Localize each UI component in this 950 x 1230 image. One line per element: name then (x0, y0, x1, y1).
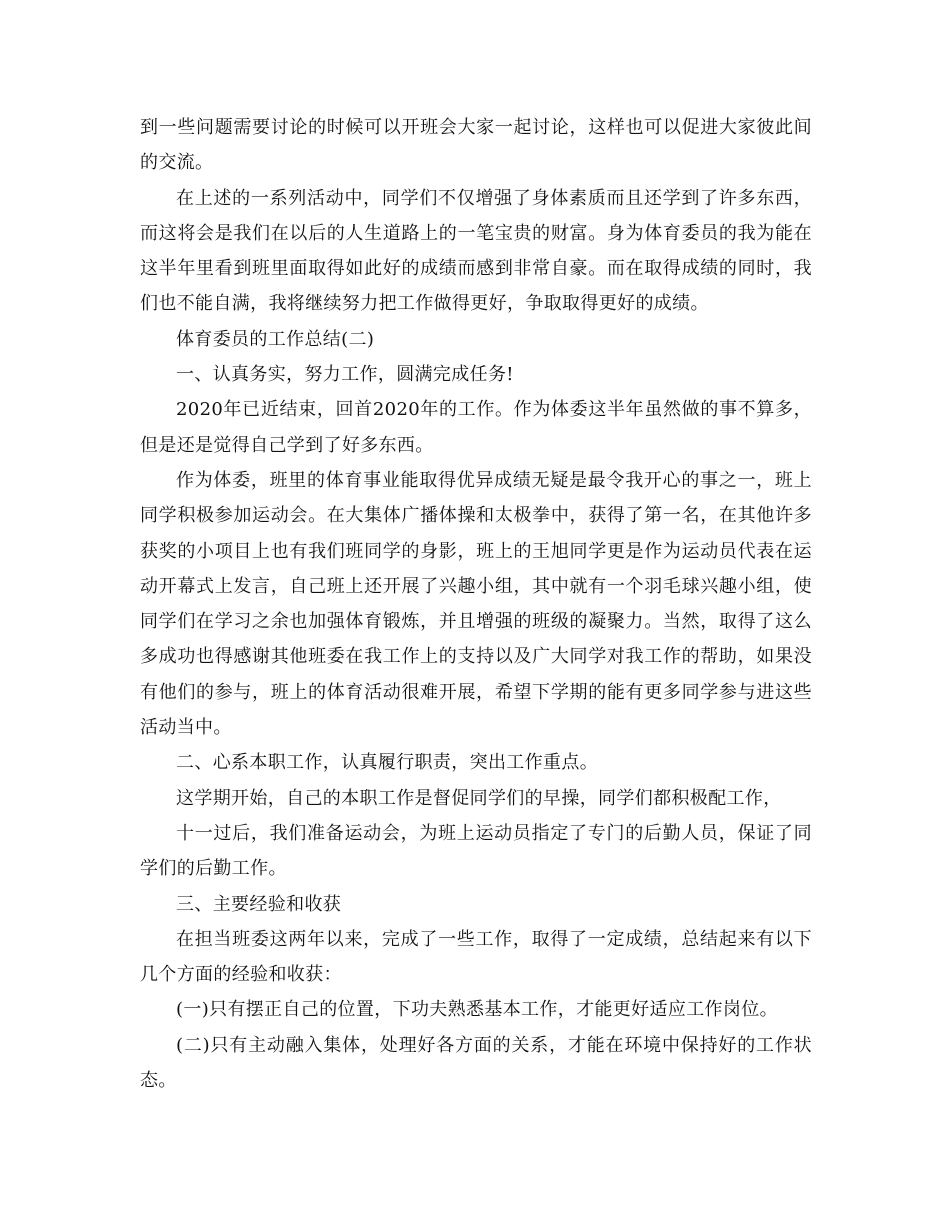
heading-1: 一、认真务实，努力工作，圆满完成任务! (176, 364, 514, 386)
section-title: 体育委员的工作总结(二) (176, 328, 375, 350)
list-item-1: (一)只有摆正自己的位置，下功夫熟悉基本工作，才能更好适应工作岗位。 (176, 999, 778, 1021)
paragraph-6: 十一过后，我们准备运动会，为班上运动员指定了专门的后勤人员，保证了同学们的后勤工作。 (140, 822, 812, 880)
heading-2: 二、心系本职工作，认真履行职责，突出工作重点。 (176, 752, 599, 774)
paragraph-7: 在担当班委这两年以来，完成了一些工作，取得了一定成绩，总结起来有以下几个方面的经验和收获： (140, 928, 812, 986)
list-item-2: (二)只有主动融入集体，处理好各方面的关系，才能在环境中保持好的工作状态。 (140, 1034, 812, 1092)
paragraph-4: 作为体委，班里的体育事业能取得优异成绩无疑是最令我开心的事之一，班上同学积极参加运动会。在大集体广播体操和太极拳中，获得了第一名，在其他许多获奖的小项目上也有我们班同学的身影，班上的王旭同学更是作为运动员代表在运动开幕式上发言，自己班上还开展了兴趣小组，其中就有一个羽毛球兴趣小组，使同学们在学习之余也加强体育锻炼，并且增强的班级的凝聚力。当然，取得了这么多成功也得感谢其他班委在我工作上的支持以及广大同学对我工作的帮助，如果没有他们的参与，班上的体育活动很难开展，希望下学期的能有更多同学参与进这些活动当中。 (140, 469, 812, 739)
document-page (140, 110, 812, 1098)
paragraph-2: 在上述的一系列活动中，同学们不仅增强了身体素质而且还学到了许多东西，而这将会是我们在以后的人生道路上的一笔宝贵的财富。身为体育委员的我为能在这半年里看到班里面取得如此好的成绩而感到非常自豪。而在取得成绩的同时，我们也不能自满，我将继续努力把工作做得更好，争取取得更好的成绩。 (140, 187, 812, 315)
paragraph-5: 这学期开始，自己的本职工作是督促同学们的早操，同学们都积极配工作， (176, 787, 782, 809)
paragraph-3: 2020年已近结束，回首2020年的工作。作为体委这半年虽然做的事不算多，但是还是觉得自己学到了好多东西。 (140, 399, 812, 456)
heading-3: 三、主要经验和收获 (176, 893, 342, 915)
paragraph-1: 到一些问题需要讨论的时候可以开班会大家一起讨论，这样也可以促进大家彼此间的交流。 (140, 117, 812, 174)
